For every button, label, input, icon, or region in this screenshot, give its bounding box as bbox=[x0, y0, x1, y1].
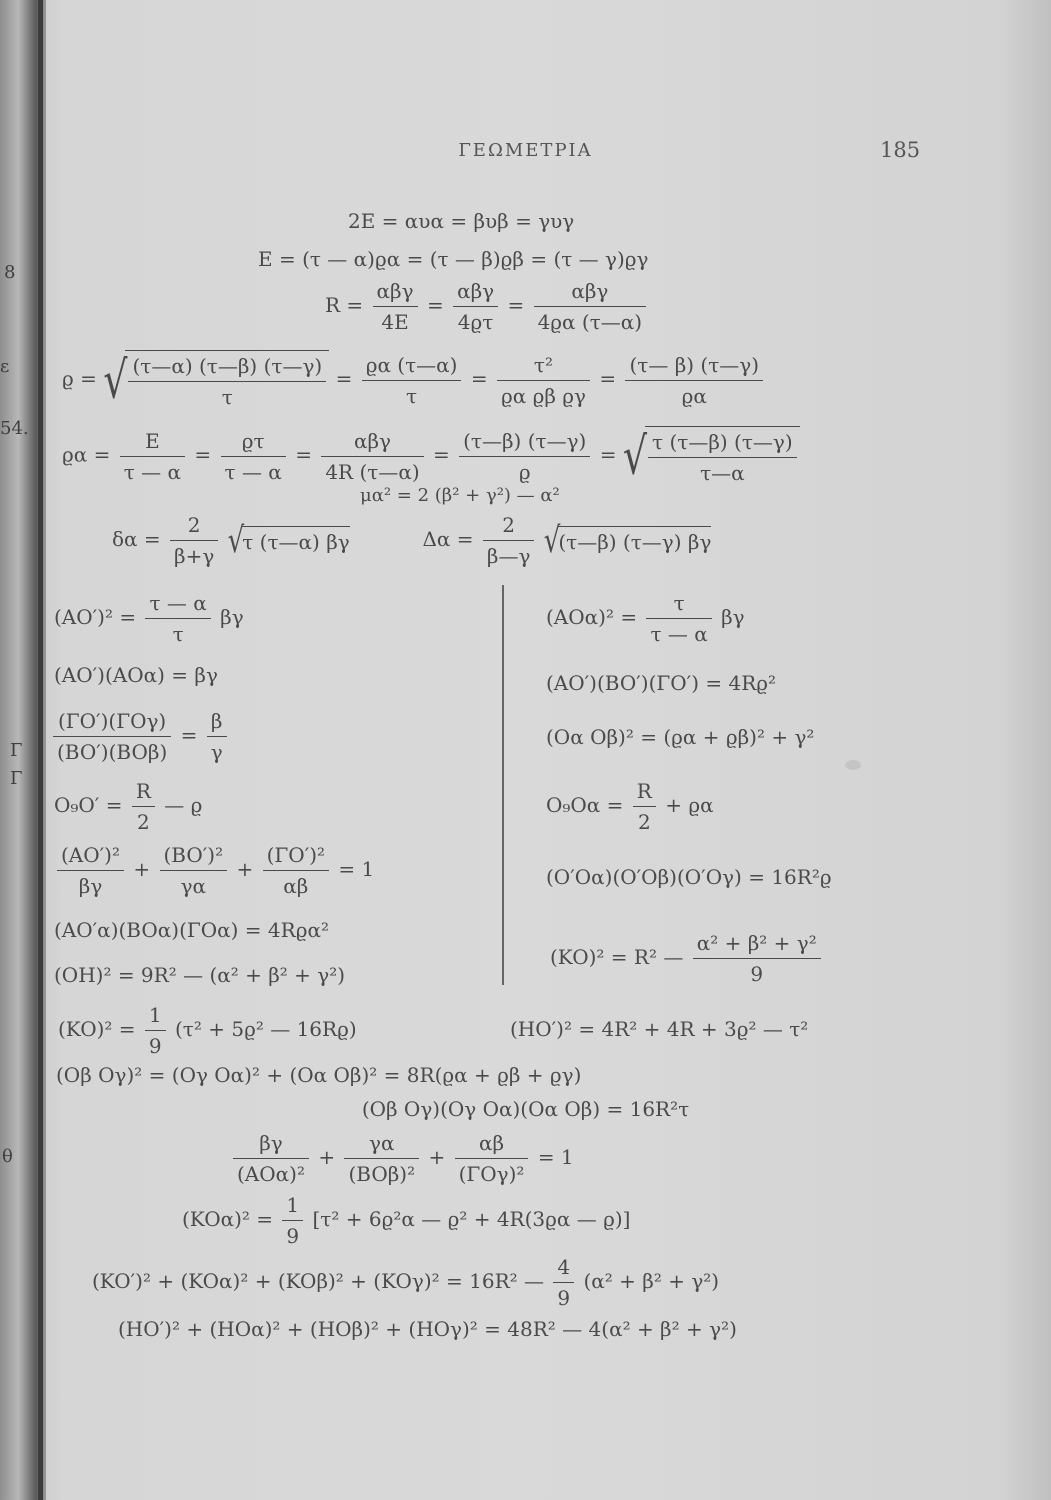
equals-sign: = bbox=[295, 442, 312, 467]
numerator: (AO′)² bbox=[57, 842, 124, 871]
formula-rhs: + ϱα bbox=[665, 793, 714, 817]
numerator: ϱα (τ—α) bbox=[362, 352, 462, 381]
denominator: 4R (τ—α) bbox=[325, 459, 420, 484]
fraction bbox=[132, 778, 155, 835]
numerator: R bbox=[132, 778, 155, 807]
fraction bbox=[534, 278, 647, 335]
formula-area-heights: 2E = αυα = βυβ = γυγ bbox=[348, 209, 575, 233]
denominator: (BO′)(BOβ) bbox=[57, 740, 168, 764]
denominator: τ—α bbox=[700, 461, 745, 485]
equals-sign: = bbox=[335, 366, 353, 391]
left-formula-e bbox=[54, 842, 374, 899]
denominator: 9 bbox=[148, 1034, 162, 1058]
denominator: ϱα ϱβ ϱγ bbox=[500, 383, 586, 408]
square-root bbox=[227, 520, 350, 561]
denominator: β—γ bbox=[486, 544, 531, 568]
fraction bbox=[455, 1130, 529, 1187]
numerator: ϱτ bbox=[221, 428, 286, 457]
denominator: τ bbox=[221, 385, 233, 409]
square-root bbox=[103, 350, 329, 410]
fraction bbox=[321, 428, 423, 485]
equals-sign: = bbox=[194, 442, 212, 467]
fraction bbox=[221, 428, 286, 485]
numerator: γα bbox=[344, 1130, 419, 1159]
denominator: 4ϱα (τ—α) bbox=[537, 310, 643, 334]
formula-rhs: (α² + β² + γ²) bbox=[583, 1269, 720, 1293]
fraction bbox=[160, 842, 228, 899]
numerator: αβγ bbox=[534, 278, 647, 307]
left-formula-b: (AO′)(AOα) = βγ bbox=[54, 663, 218, 687]
plus-sign: + bbox=[428, 1145, 446, 1169]
plus-sign: + bbox=[133, 857, 151, 881]
formula-lhs: Δα = bbox=[422, 527, 474, 551]
numerator: τ (τ—β) (τ—γ) bbox=[648, 429, 797, 458]
right-formula-a bbox=[546, 590, 745, 647]
fraction bbox=[625, 352, 763, 409]
fraction bbox=[233, 1130, 309, 1187]
numerator: (BO′)² bbox=[160, 842, 228, 871]
denominator: 4E bbox=[381, 310, 409, 334]
left-formula-f: (AO′α)(BOα)(ΓOα) = 4Rϱα² bbox=[54, 918, 329, 942]
left-formula-d bbox=[54, 778, 202, 835]
formula-lhs: (AO′)² = bbox=[54, 605, 137, 629]
right-formula-b: (AO′)(BO′)(ΓO′) = 4Rϱ² bbox=[546, 671, 777, 695]
fraction bbox=[497, 352, 590, 409]
numerator: (τ—α) (τ—β) (τ—γ) bbox=[128, 353, 326, 382]
denominator: γα bbox=[180, 874, 207, 898]
denominator: 9 bbox=[286, 1224, 300, 1248]
page-number: 185 bbox=[880, 138, 921, 162]
denominator: τ — α bbox=[650, 622, 708, 646]
denominator: τ bbox=[406, 383, 418, 408]
denominator: (AOα)² bbox=[237, 1162, 305, 1186]
right-formula-d bbox=[546, 778, 714, 835]
formula-lhs: (KOα)² = bbox=[182, 1207, 274, 1231]
fraction bbox=[53, 708, 171, 765]
right-formula-c: (Oα Oβ)² = (ϱα + ϱβ)² + γ² bbox=[546, 725, 815, 749]
formula-circumradius bbox=[325, 278, 649, 335]
margin-fragment: 8 bbox=[4, 262, 16, 283]
fraction bbox=[693, 930, 821, 987]
left-formula-c bbox=[50, 708, 230, 765]
numerator: αβγ bbox=[453, 278, 498, 307]
denominator: ϱ bbox=[518, 459, 531, 484]
margin-fragment: Γ bbox=[10, 768, 23, 789]
formula-rhs: — ϱ bbox=[164, 793, 203, 817]
numerator: (τ— β) (τ—γ) bbox=[625, 352, 763, 381]
equals-sign: = bbox=[599, 442, 617, 467]
formula-rhs: = 1 bbox=[338, 857, 375, 881]
square-root bbox=[623, 426, 800, 486]
formula-lhs: ϱα = bbox=[62, 442, 111, 467]
formula-rhs: (τ² + 5ϱ² — 16Rϱ) bbox=[175, 1017, 357, 1041]
denominator: τ — α bbox=[224, 459, 282, 484]
margin-fragment: 54. bbox=[0, 418, 29, 439]
formula-lhs: (AOα)² = bbox=[546, 605, 638, 629]
formula-lhs: (KO)² = R² — bbox=[550, 945, 684, 969]
formula-k-sum bbox=[92, 1254, 719, 1311]
denominator: τ — α bbox=[123, 459, 182, 484]
denominator: 9 bbox=[557, 1286, 571, 1310]
radical-sign: √ bbox=[622, 426, 648, 486]
formula-exradius bbox=[62, 426, 800, 486]
fraction bbox=[646, 590, 711, 647]
equals-sign: = bbox=[426, 293, 444, 317]
numerator: R bbox=[633, 778, 656, 807]
denominator: 9 bbox=[750, 962, 764, 986]
radical-sign: √ bbox=[543, 520, 561, 561]
numerator: τ² bbox=[497, 352, 590, 381]
formula-lhs: O₉O′ = bbox=[54, 793, 123, 817]
equals-sign: = bbox=[180, 723, 198, 747]
numerator: β bbox=[207, 708, 227, 737]
formula-ho-prime: (HO′)² = 4R² + 4R + 3ϱ² — τ² bbox=[510, 1017, 809, 1041]
radicand bbox=[645, 426, 800, 486]
numerator: 1 bbox=[145, 1002, 166, 1031]
left-formula-g: (OH)² = 9R² — (α² + β² + γ²) bbox=[54, 963, 346, 987]
formula-lhs: ϱ = bbox=[62, 366, 97, 391]
fraction bbox=[553, 1254, 574, 1311]
denominator: (ΓOγ)² bbox=[458, 1162, 525, 1186]
formula-lhs: R = bbox=[325, 293, 364, 317]
numerator: E bbox=[120, 428, 185, 457]
right-formula-f bbox=[550, 930, 824, 987]
fraction bbox=[459, 428, 590, 485]
denominator: αβ bbox=[283, 874, 309, 898]
numerator: τ — α bbox=[145, 590, 210, 619]
radicand bbox=[125, 350, 329, 410]
numerator: (τ—β) (τ—γ) bbox=[459, 428, 590, 457]
formula-bisectors bbox=[112, 512, 711, 569]
paper-stain bbox=[845, 760, 861, 770]
formula-k-oa bbox=[182, 1192, 630, 1249]
formula-rhs: = 1 bbox=[537, 1145, 574, 1169]
numerator: 2 bbox=[483, 512, 535, 541]
fraction bbox=[128, 353, 326, 410]
formula-area-inradii: E = (τ — α)ϱα = (τ — β)ϱβ = (τ — γ)ϱγ bbox=[258, 247, 649, 271]
margin-fragment: ε bbox=[0, 356, 10, 377]
numerator: 2 bbox=[170, 512, 218, 541]
denominator: 2 bbox=[637, 810, 651, 834]
denominator: τ bbox=[172, 622, 184, 646]
running-header-title: ΓΕΩΜΕΤΡΙΑ bbox=[458, 140, 593, 161]
right-formula-e: (O′Oα)(O′Oβ)(O′Oγ) = 16R²ϱ bbox=[546, 865, 832, 889]
formula-inradius bbox=[62, 350, 766, 410]
fraction bbox=[170, 512, 218, 569]
formula-excenter-ratio-sum bbox=[230, 1130, 574, 1187]
formula-h-sum: (HO′)² + (HOα)² + (HOβ)² + (HOγ)² = 48R² — 4(α² + β² + γ²) bbox=[118, 1317, 737, 1341]
equals-sign: = bbox=[507, 293, 525, 317]
denominator: β+γ bbox=[174, 544, 215, 568]
denominator: ϱα bbox=[681, 383, 707, 408]
fraction bbox=[57, 842, 124, 899]
plus-sign: + bbox=[236, 857, 254, 881]
numerator: α² + β² + γ² bbox=[693, 930, 821, 959]
numerator: 1 bbox=[282, 1192, 303, 1221]
radicand: τ (τ—α) βγ bbox=[242, 526, 349, 555]
numerator: (ΓO′)² bbox=[263, 842, 329, 871]
formula-lhs: δα = bbox=[112, 527, 161, 551]
formula-excenter-product: (Oβ Oγ)(Oγ Oα)(Oα Oβ) = 16R²τ bbox=[361, 1097, 690, 1121]
equals-sign: = bbox=[470, 366, 488, 391]
radicand: (τ—β) (τ—γ) βγ bbox=[558, 526, 711, 555]
fraction bbox=[373, 278, 418, 335]
fraction bbox=[362, 352, 462, 409]
radical-sign: √ bbox=[227, 520, 245, 561]
binding-gutter-line bbox=[38, 0, 43, 1500]
fraction bbox=[453, 278, 498, 335]
denominator: 2 bbox=[136, 810, 150, 834]
fraction bbox=[483, 512, 535, 569]
column-divider bbox=[502, 585, 504, 985]
fraction bbox=[120, 428, 185, 485]
margin-fragment: θ bbox=[2, 1146, 13, 1167]
denominator: βγ bbox=[78, 874, 103, 898]
formula-rhs: βγ bbox=[721, 605, 745, 629]
left-formula-a bbox=[54, 590, 244, 647]
fraction bbox=[648, 429, 797, 486]
formula-rhs: βγ bbox=[220, 605, 244, 629]
fraction bbox=[145, 1002, 166, 1059]
denominator: 4ϱτ bbox=[457, 310, 494, 334]
fraction bbox=[344, 1130, 419, 1187]
numerator: τ bbox=[646, 590, 711, 619]
equals-sign: = bbox=[599, 366, 617, 391]
numerator: βγ bbox=[233, 1130, 309, 1159]
formula-rhs: [τ² + 6ϱ²α — ϱ² + 4R(3ϱα — ϱ)] bbox=[312, 1207, 631, 1231]
fraction bbox=[263, 842, 329, 899]
numerator: 4 bbox=[553, 1254, 574, 1283]
radical-sign: √ bbox=[103, 350, 128, 410]
margin-fragment: Γ bbox=[10, 740, 23, 761]
fraction bbox=[282, 1192, 303, 1249]
plus-sign: + bbox=[318, 1145, 336, 1169]
square-root bbox=[543, 520, 712, 561]
formula-lhs: (KO)² = bbox=[58, 1017, 136, 1041]
formula-median: μα² = 2 (β² + γ²) — α² bbox=[360, 485, 560, 506]
formula-euler-centroid bbox=[58, 1002, 357, 1059]
fraction bbox=[145, 590, 210, 647]
numerator: αβ bbox=[455, 1130, 529, 1159]
formula-lhs: O₉Oα = bbox=[546, 793, 624, 817]
numerator: αβγ bbox=[321, 428, 423, 457]
fraction bbox=[633, 778, 656, 835]
denominator: γ bbox=[210, 740, 223, 764]
equals-sign: = bbox=[433, 442, 450, 467]
numerator: αβγ bbox=[373, 278, 418, 307]
formula-excenter-distances: (Oβ Oγ)² = (Oγ Oα)² + (Oα Oβ)² = 8R(ϱα + ϱβ + ϱγ) bbox=[56, 1063, 582, 1087]
numerator: (ΓO′)(ΓOγ) bbox=[53, 708, 171, 737]
denominator: (BOβ)² bbox=[348, 1162, 416, 1186]
fraction bbox=[207, 708, 227, 765]
formula-lhs: (KO′)² + (KOα)² + (KOβ)² + (KOγ)² = 16R² — bbox=[92, 1269, 545, 1293]
